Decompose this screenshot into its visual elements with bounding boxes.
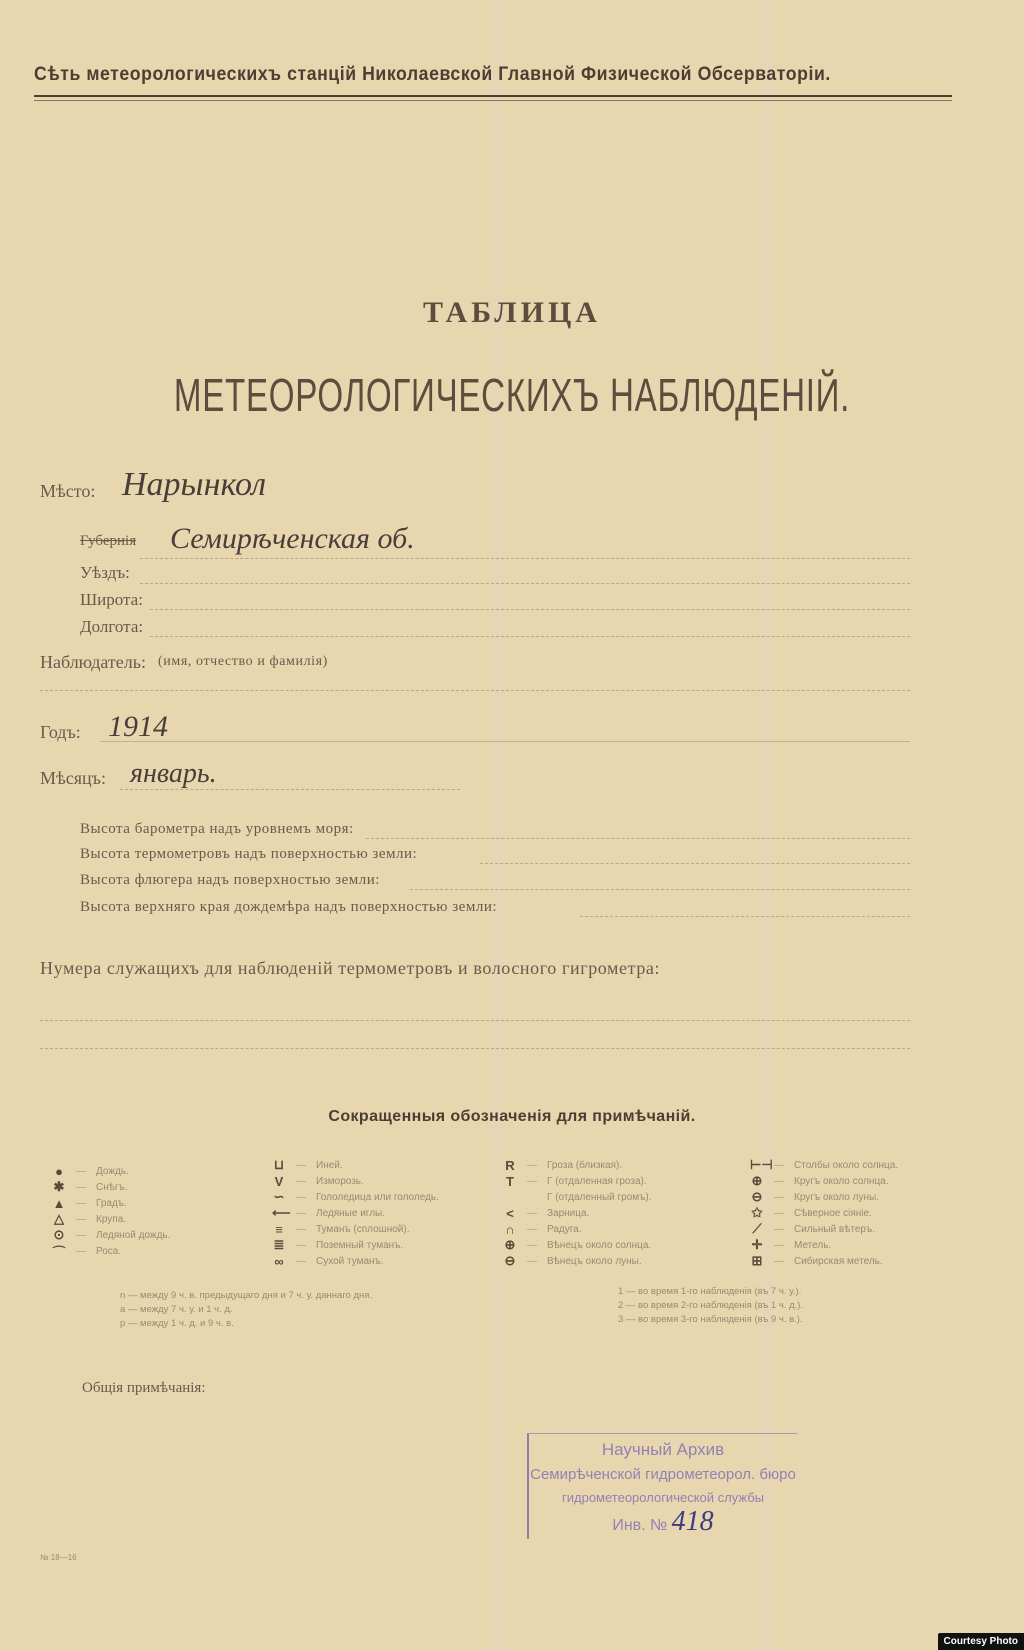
instruments-field-2[interactable] <box>40 1048 910 1049</box>
legend-label: Гроза (близкая). <box>547 1159 623 1171</box>
glaze-icon: ∽ <box>273 1189 285 1204</box>
lunar-halo-icon: ⊖ <box>751 1189 763 1204</box>
graupel-icon: △ <box>54 1211 64 1226</box>
legend-column-precipitation <box>52 1163 170 1259</box>
time-code-2: 2 — во время 2-го наблюденія (въ 1 ч. д.). <box>618 1300 804 1311</box>
time-code-1: 1 — во время 1-го наблюденія (въ 7 ч. у.). <box>618 1286 802 1297</box>
legend-item: ⊖ — Вѣнецъ около луны. <box>504 1253 642 1268</box>
legend-item: ⊞ — Сибирская метель. <box>751 1253 883 1268</box>
legend-item: ⊢⊣ — Столбы около солнца. <box>750 1157 899 1172</box>
legend-item: △ — Крупа. <box>54 1211 127 1226</box>
dew-icon: ⌒ <box>52 1244 66 1260</box>
month-label: Мѣсяцъ: <box>40 768 106 788</box>
legend-item: ⊔ — Иней. <box>273 1157 343 1172</box>
district-label: Уѣздъ: <box>80 563 130 582</box>
ice-needles-icon: ⟵ <box>272 1205 291 1220</box>
scan-artifact <box>760 0 774 1650</box>
instruments-label: Нумера служащихъ для наблюденій термометровъ и волосного гигрометра: <box>40 958 661 978</box>
legend-label: Сибирская метель. <box>794 1255 883 1267</box>
legend-item: ⌒ — Роса. <box>52 1243 170 1259</box>
raingauge-height-label: Высота верхняго края дождемѣра надъ поверхностью земли: <box>80 899 498 915</box>
legend-column-frost-fog <box>272 1157 439 1269</box>
general-notes-label: Общія примѣчанія: <box>82 1380 206 1396</box>
legend-item: ⊕ — Вѣнецъ около солнца. <box>504 1237 652 1252</box>
legend-label: Градъ. <box>96 1197 127 1209</box>
thermometer-height-field[interactable] <box>480 863 910 864</box>
legend-item: ∽ — Гололедица или гололедь. <box>273 1189 439 1204</box>
legend-item: ≣ — Поземный туманъ. <box>273 1237 404 1252</box>
rime-icon: V <box>274 1173 284 1189</box>
legend-item: T — Г (отдаленная гроза). <box>503 1173 652 1189</box>
vane-height-field[interactable] <box>410 889 910 890</box>
title-table: ТАБЛИЦА <box>423 296 601 329</box>
year-label: Годъ: <box>40 722 81 742</box>
barometer-height-label: Высота барометра надъ уровнемъ моря: <box>80 821 354 837</box>
longitude-label: Долгота: <box>80 617 144 636</box>
year-value[interactable]: 1914 <box>108 710 168 743</box>
legend-item: ⊕ — Кругъ около солнца. <box>751 1173 889 1188</box>
archive-stamp <box>527 1433 797 1539</box>
header-rule-thin <box>34 100 952 101</box>
latitude-field[interactable] <box>150 609 910 610</box>
stamp-inventory-prefix: Инв. № <box>612 1517 668 1534</box>
stamp-line-2: Семирѣченской гидрометеорол. бюро <box>530 1466 796 1483</box>
thermometer-height-label: Высота термометровъ надъ поверхностью земли: <box>80 846 418 862</box>
freezing-rain-icon: ⊙ <box>53 1227 65 1242</box>
vane-height-label: Высота флюгера надъ поверхностью земли: <box>80 872 380 888</box>
legend-title: Сокращенныя обозначенія для примѣчаній. <box>328 1108 696 1125</box>
ground-fog-icon: ≣ <box>273 1237 285 1252</box>
legend-item: ✩ — Сѣверное сіяніе. <box>751 1205 872 1220</box>
legend-label: Ледяной дождь. <box>96 1229 171 1241</box>
legend-item: < — Зарница. <box>503 1205 652 1221</box>
hoarfrost-icon: ⊔ <box>273 1157 285 1172</box>
stamp-line-1: Научный Архив <box>601 1440 725 1459</box>
legend-label: Дождь. <box>96 1165 129 1177</box>
aurora-icon: ✩ <box>751 1205 763 1220</box>
legend-item: ≡ — Туманъ (сплошной). <box>272 1221 439 1237</box>
stamp-line-4 <box>529 1506 797 1538</box>
time-code-n: n — между 9 ч. в. предыдущаго дня и 7 ч. у. даннаго дня. <box>120 1290 373 1301</box>
province-value[interactable]: Семирѣченская об. <box>170 522 415 555</box>
legend-label: Туманъ (сплошной). <box>316 1223 410 1235</box>
rain-icon: ● <box>55 1163 63 1179</box>
strong-wind-icon: ⟋ <box>752 1221 762 1236</box>
solar-corona-icon: ⊕ <box>504 1237 516 1252</box>
legend-label: Г (отдаленная гроза). <box>547 1175 647 1187</box>
legend-item <box>503 1189 652 1205</box>
rainbow-icon: ∩ <box>505 1221 515 1237</box>
sun-pillar-icon: ⊢⊣ <box>750 1157 773 1172</box>
hail-icon: ▲ <box>52 1195 66 1211</box>
legend-label: Сухой туманъ. <box>316 1255 384 1267</box>
title-observations: МЕТЕОРОЛОГИЧЕСКИХЪ НАБЛЮДЕНІЙ. <box>173 369 851 421</box>
legend-label: Радуга. <box>547 1223 582 1235</box>
raingauge-height-field[interactable] <box>580 916 910 917</box>
legend-label: Иней. <box>316 1159 343 1171</box>
legend-item: ▲ — Градъ. <box>52 1195 127 1211</box>
place-value[interactable]: Нарынкол <box>122 466 267 503</box>
legend-item: R — Гроза (близкая). <box>503 1157 652 1173</box>
legend-item: ● — Дождь. <box>52 1163 170 1179</box>
legend-label: Роса. <box>96 1245 122 1257</box>
siberian-blizzard-icon: ⊞ <box>751 1253 763 1268</box>
time-code-p: p — между 1 ч. д. и 9 ч. в. <box>120 1318 234 1329</box>
legend-label: Гололедица или гололедь. <box>316 1191 439 1203</box>
longitude-field[interactable] <box>150 636 910 637</box>
legend-column-halos-wind <box>750 1157 898 1269</box>
time-code-3: 3 — во время 3-го наблюденія (въ 9 ч. в.). <box>618 1314 803 1325</box>
legend-label: Ледяные иглы. <box>316 1207 386 1219</box>
legend-label: Изморозь. <box>316 1175 364 1187</box>
heat-lightning-icon: < <box>506 1205 514 1221</box>
legend-label: Снѣгъ. <box>96 1181 128 1193</box>
scan-artifact <box>490 0 504 1650</box>
barometer-height-field[interactable] <box>366 838 910 839</box>
legend-label: Поземный туманъ. <box>316 1239 404 1251</box>
solar-halo-icon: ⊕ <box>751 1173 763 1188</box>
fog-icon: ≡ <box>275 1221 283 1237</box>
year-line <box>100 741 910 742</box>
legend-label: Вѣнецъ около солнца. <box>547 1239 652 1251</box>
header-rule <box>34 95 952 97</box>
snow-icon: ✱ <box>53 1179 65 1194</box>
legend-item: ⊙ — Ледяной дождь. <box>53 1227 171 1242</box>
time-code-a: a — между 7 ч. у. и 1 ч. д. <box>120 1304 233 1315</box>
observer-hint: (имя, отчество и фамилія) <box>158 654 328 669</box>
legend-label: Крупа. <box>96 1213 127 1225</box>
legend-item: ∞ — Сухой туманъ. <box>272 1253 439 1269</box>
legend-item: ✱ — Снѣгъ. <box>53 1179 128 1194</box>
month-line <box>120 789 460 790</box>
legend-label: Метель. <box>794 1239 832 1251</box>
legend-label: Сильный вѣтеръ. <box>794 1223 875 1235</box>
thunderstorm-icon: R <box>505 1157 515 1173</box>
legend-item: ⟵ — Ледяные иглы. <box>272 1205 386 1220</box>
legend-label: Столбы около солнца. <box>794 1159 899 1171</box>
instruments-field-1[interactable] <box>40 1020 910 1021</box>
stamp-line-3: гидрометеорологической службы <box>562 1490 764 1505</box>
blizzard-icon: ✛ <box>751 1237 763 1252</box>
legend-item: ⊖ — Кругъ около луны. <box>751 1189 879 1204</box>
legend-item: ∩ — Радуга. <box>503 1221 652 1237</box>
legend-label: Кругъ около луны. <box>794 1191 879 1203</box>
lunar-corona-icon: ⊖ <box>504 1253 516 1268</box>
province-line <box>140 558 910 559</box>
legend-item: V — Изморозь. <box>272 1173 439 1189</box>
haze-icon: ∞ <box>274 1253 284 1269</box>
legend-column-thunder-optics <box>503 1157 652 1269</box>
observer-label: Наблюдатель: <box>40 652 146 672</box>
legend-item: ✛ — Метель. <box>751 1237 832 1252</box>
legend-label: Кругъ около солнца. <box>794 1175 889 1187</box>
legend-item: ⟋ — Сильный вѣтеръ. <box>750 1221 898 1237</box>
province-label: Губернія <box>80 533 137 549</box>
form-code: № 18—16 <box>40 1553 77 1562</box>
place-label: Мѣсто: <box>40 481 96 501</box>
latitude-label: Широта: <box>80 590 143 609</box>
month-value[interactable]: январь. <box>130 758 217 789</box>
courtesy-badge: Courtesy Photo <box>938 1633 1024 1650</box>
distant-thunderstorm-icon: T <box>506 1173 514 1189</box>
district-field[interactable] <box>140 583 910 584</box>
legend-label: Зарница. <box>547 1207 590 1219</box>
network-header: Сѣть метеорологическихъ станцій Николаевской Главной Физической Обсерваторіи. <box>34 64 831 85</box>
observer-field[interactable] <box>40 690 910 691</box>
legend-label: Сѣверное сіяніе. <box>794 1207 872 1219</box>
legend-label: Г (отдаленный громъ). <box>547 1191 652 1203</box>
stamp-inventory-number: 418 <box>671 1506 714 1537</box>
legend-label: Вѣнецъ около луны. <box>547 1255 642 1267</box>
